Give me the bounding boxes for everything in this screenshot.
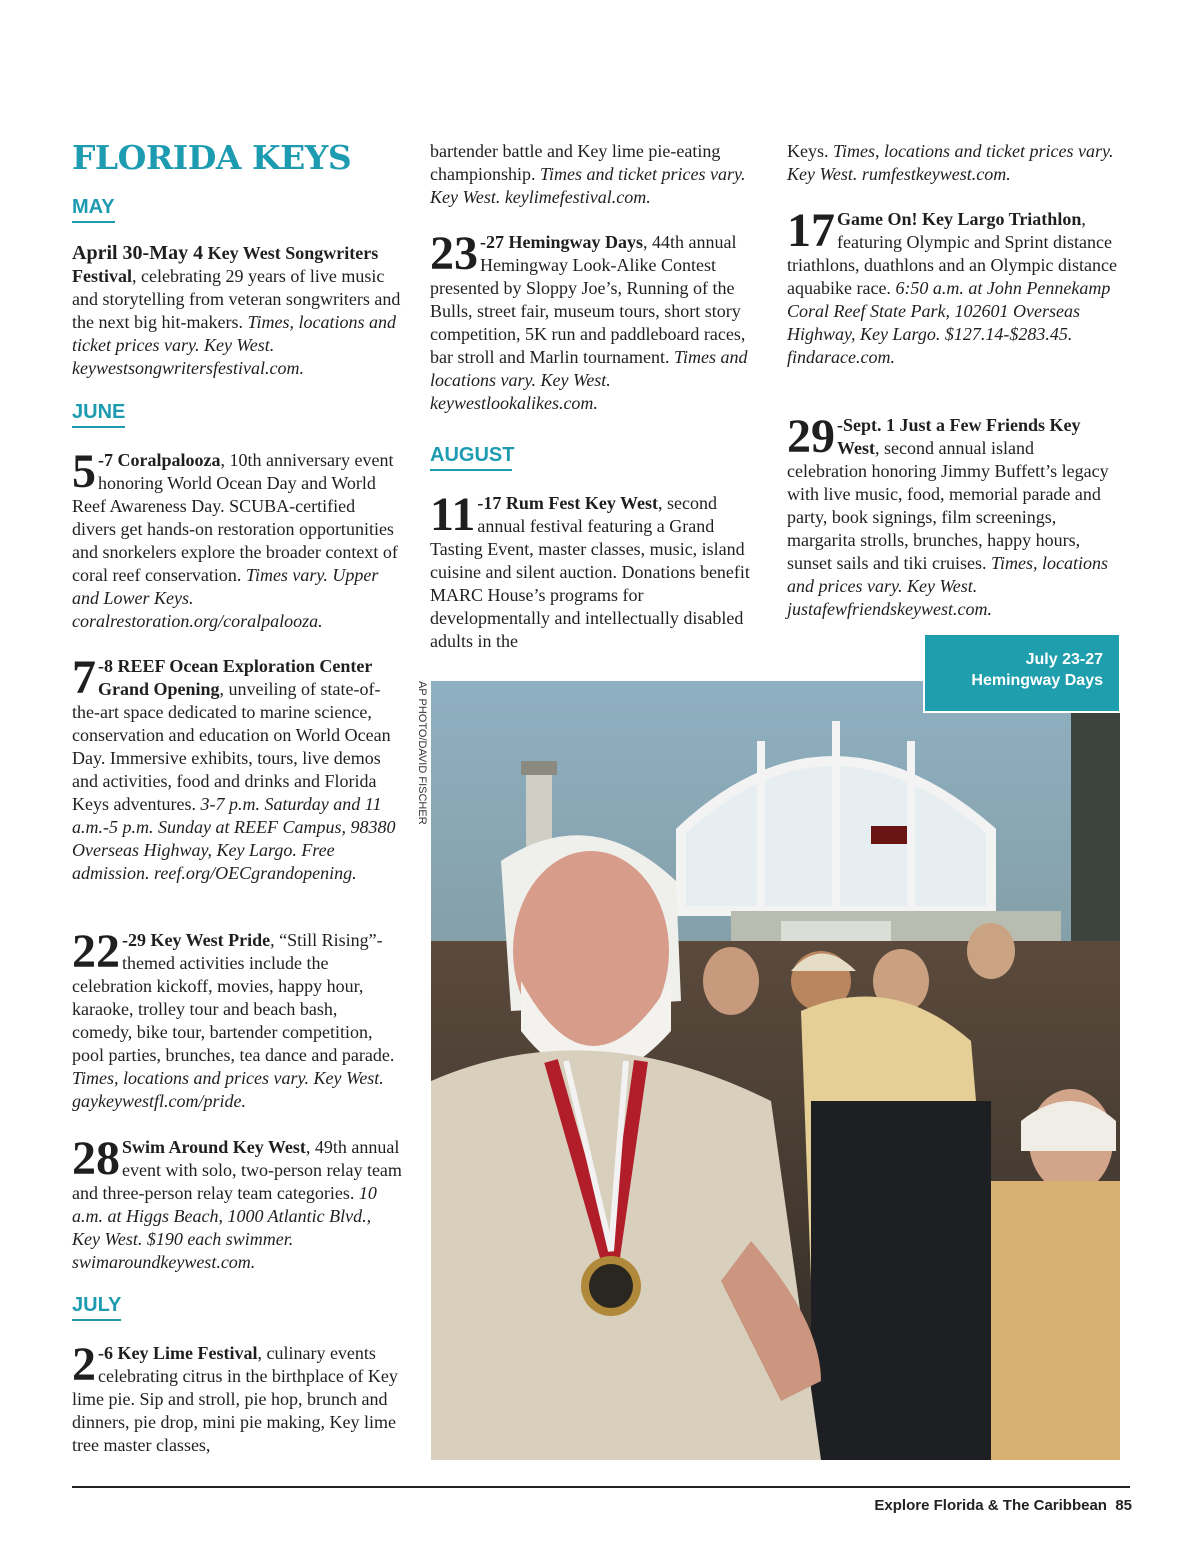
event-date-numeral: 5 bbox=[72, 445, 96, 498]
event-name: Rum Fest Key West bbox=[505, 493, 659, 513]
month-heading-august: AUGUST bbox=[430, 444, 512, 471]
event-date-rest: -27 bbox=[480, 232, 504, 252]
event-info: Times vary. Upper and Lower Keys. coralrestoration.org/coralpalooza. bbox=[72, 565, 379, 631]
photo-credit-text: AP PHOTO/DAVID FISCHER bbox=[416, 681, 428, 825]
event-name: Hemingway Days bbox=[508, 232, 643, 252]
event-desc: , unveiling of state-of-the-art space dedicated to marine science, conservation and education on World Ocean Day. Immersive exhibits, tours, live demos and activities, food and drinks and Florida Keys adventures. bbox=[72, 679, 391, 814]
event-desc: , 10th anniversary event honoring World Ocean Day and World Reef Awareness Day. SCUBA-certified divers get hands-on restoration opportunities and snorkelers explore the broader context of coral reef conservation. bbox=[72, 450, 398, 585]
event-name: REEF Ocean Exploration Center Grand Opening bbox=[98, 656, 372, 699]
callout-dates: July 23-27 bbox=[1025, 651, 1103, 668]
event-desc: , 44th annual Hemingway Look-Alike Contest presented by Sloppy Joe’s, Running of the Bulls, street fair, museum tours, short story competition, 5K run and paddleboard races, bar stroll and Marlin tournament. bbox=[430, 232, 746, 367]
photo-illustration bbox=[431, 681, 1120, 1460]
event-date-rest: -7 bbox=[98, 450, 113, 470]
event-date-numeral: 28 bbox=[72, 1132, 120, 1185]
event-hemingway bbox=[430, 227, 750, 415]
event-few-friends bbox=[787, 410, 1117, 621]
event-name: Coralpalooza bbox=[117, 450, 221, 470]
month-heading-july: JULY bbox=[72, 1294, 121, 1321]
event-desc: , celebrating 29 years of live music and storytelling from veteran songwriters and the next big hit-makers. bbox=[72, 266, 401, 332]
event-name: Key West Songwriters Festival bbox=[72, 243, 379, 286]
photo-callout bbox=[923, 633, 1121, 713]
event-date-numeral: 22 bbox=[72, 925, 120, 978]
event-name: Key West Pride bbox=[150, 930, 271, 950]
event-date: April 30-May 4 bbox=[72, 242, 204, 264]
footer-rule bbox=[72, 1486, 1130, 1488]
event-info: Times, locations and prices vary. Key West. justafewfriendskeywest.com. bbox=[787, 553, 1108, 619]
event-date-rest: -17 bbox=[477, 493, 502, 513]
rumfest-continued bbox=[787, 140, 1117, 186]
event-date-numeral: 17 bbox=[787, 204, 835, 257]
event-date-numeral: 23 bbox=[430, 227, 478, 280]
event-desc: , featuring Olympic and Sprint distance triathlons, duathlons and an Olympic distance aquabike race. bbox=[787, 209, 1117, 298]
month-heading-may: MAY bbox=[72, 196, 115, 223]
continued-text: bartender battle and Key lime pie-eating championship. bbox=[430, 141, 721, 184]
event-date-rest: -8 bbox=[98, 656, 113, 676]
event-name: Swim Around Key West bbox=[122, 1137, 306, 1157]
continued-info: Times, locations and ticket prices vary. Key West. rumfestkeywest.com. bbox=[787, 141, 1114, 184]
event-info: 6:50 a.m. at John Pennekamp Coral Reef State Park, 102601 Overseas Highway, Key Largo. $127.14-$283.45. findarace.com. bbox=[787, 278, 1111, 367]
event-info: Times, locations and ticket prices vary. Key West. keywestsongwritersfestival.com. bbox=[72, 312, 396, 378]
continued-info: Times and ticket prices vary. Key West. keylimefestival.com. bbox=[430, 164, 746, 207]
event-desc: , second annual island celebration honoring Jimmy Buffett’s legacy with live music, food, memorial parade and party, book signings, film screenings, margarita strolls, brunches, happy hours, sunset sails and tiki cruises. bbox=[787, 438, 1109, 573]
event-triathlon bbox=[787, 204, 1117, 369]
event-rumfest bbox=[430, 488, 750, 653]
event-info: 10 a.m. at Higgs Beach, 1000 Atlantic Blvd., Key West. $190 each swimmer. swimaroundkeywest.com. bbox=[72, 1183, 377, 1272]
event-info: Times and locations vary. Key West. keywestlookalikes.com. bbox=[430, 347, 748, 413]
hemingway-days-photo bbox=[431, 681, 1120, 1460]
event-swim bbox=[72, 1132, 402, 1274]
page-number: 85 bbox=[1115, 1497, 1132, 1514]
event-desc: , second annual festival featuring a Grand Tasting Event, master classes, music, island cuisine and silent auction. Donations benefit MARC House’s programs for developmentally and intellectually disabled adults in the bbox=[430, 493, 750, 651]
event-pride bbox=[72, 925, 402, 1113]
event-songwriters bbox=[72, 242, 402, 380]
event-reef-opening bbox=[72, 651, 402, 885]
callout-event: Hemingway Days bbox=[971, 672, 1103, 689]
event-date-rest: -6 bbox=[98, 1343, 113, 1363]
event-desc: , 49th annual event with solo, two-person relay team and three-person relay team categories. bbox=[72, 1137, 402, 1203]
month-heading-june: JUNE bbox=[72, 401, 125, 428]
event-date-numeral: 7 bbox=[72, 651, 96, 704]
publication-name: Explore Florida & The Caribbean bbox=[874, 1497, 1107, 1514]
event-desc: , “Still Rising”-themed activities include the celebration kickoff, movies, happy hour, karaoke, trolley tour and beach bash, comedy, bike tour, bartender competition, pool parties, brunches, tea dance and parade. bbox=[72, 930, 395, 1065]
event-date-rest: -29 bbox=[122, 930, 146, 950]
event-name: Just a Few Friends Key West bbox=[837, 415, 1081, 458]
event-name: Key Lime Festival bbox=[117, 1343, 258, 1363]
page-title: FLORIDA KEYS bbox=[72, 138, 352, 177]
continued-text: Keys. bbox=[787, 141, 833, 161]
event-info: Times, locations and prices vary. Key West. gaykeywestfl.com/pride. bbox=[72, 1068, 384, 1111]
event-coralpalooza bbox=[72, 445, 402, 633]
event-name: Game On! Key Largo Triathlon bbox=[837, 209, 1082, 229]
keylime-continued bbox=[430, 140, 750, 209]
photo-credit bbox=[410, 681, 428, 881]
event-keylime bbox=[72, 1338, 402, 1457]
event-desc: , culinary events celebrating citrus in the birthplace of Key lime pie. Sip and stroll, pie hop, brunch and dinners, pie drop, mini pie making, Key lime tree master classes, bbox=[72, 1343, 398, 1455]
footer bbox=[874, 1497, 1132, 1514]
event-date-rest: -Sept. 1 bbox=[837, 415, 895, 435]
event-date-numeral: 29 bbox=[787, 410, 835, 463]
event-date-numeral: 2 bbox=[72, 1338, 96, 1391]
event-date-numeral: 11 bbox=[430, 488, 476, 541]
event-info: 3-7 p.m. Saturday and 11 a.m.-5 p.m. Sunday at REEF Campus, 98380 Overseas Highway, Key Largo. Free admission. reef.org/OECgrandopening. bbox=[72, 794, 396, 883]
